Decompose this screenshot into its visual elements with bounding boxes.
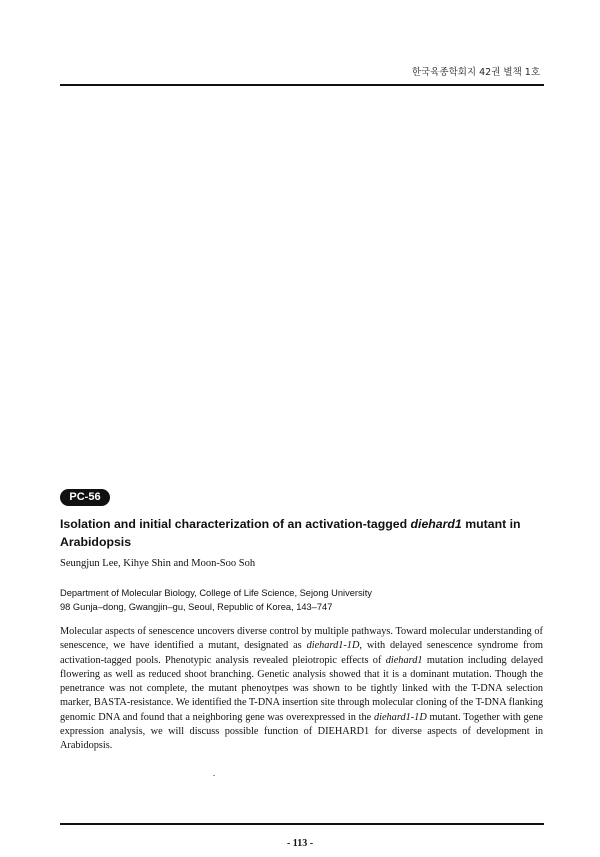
abstract-gene-3: diehard1-1D (373, 711, 427, 723)
footer-rule (60, 823, 544, 825)
abstract-gene-1: diehard1-1D (306, 640, 360, 652)
title-part-2: mutant in Arabidopsis (60, 517, 521, 549)
journal-header: 한국육종학회지 42권 별책 1호 (411, 67, 540, 78)
scan-speck (213, 775, 215, 776)
abstract-text-3: mutation including delayed flowering as well as reduced shoot branching. Genetic analysis showed that it is a dominant mutation. Though the penetrance was not complete, the mutant phenoytpes was shown to be tightly linked with the T-DNA selection marker, BASTA-resistance. We identified the T-DNA insertion site through molecular cloning of the T-DNA flanking genomic DNA and found that a neighboring gene was overexpressed in the (60, 654, 544, 723)
abstract-text-4: mutant. Together with gene expression analysis, we will discuss possible function of DIEHARD1 for diverse aspects of development in Arabidopsis. (60, 711, 543, 752)
abstract-text-1: Molecular aspects of senescence uncovers diverse control by multiple pathways. Toward molecular understanding of senescence, we have identified a mutant, designated as (60, 626, 543, 652)
affiliation-line-2: 98 Gunja–dong, Gwangjin–gu, Seoul, Republic of Korea, 143–747 (60, 601, 333, 612)
page-number: - 113 - (286, 838, 314, 849)
affiliation (60, 587, 550, 614)
abstract-text-2: , with delayed senescence syndrome from activation-tagged pools. Phenotypic analysis revealed pleiotropic effects of (60, 640, 543, 666)
abstract-id-badge: PC-56 (60, 489, 110, 506)
abstract-gene-2: diehard1 (385, 654, 423, 666)
affiliation-line-1: Department of Molecular Biology, College of Life Science, Sejong University (60, 588, 372, 598)
article-title (60, 515, 550, 551)
header-rule (60, 84, 544, 86)
author-list: Seungjun Lee, Kihye Shin and Moon-Soo Soh (60, 558, 256, 569)
title-part-1: Isolation and initial characterization of an activation-tagged (60, 517, 411, 531)
title-gene-name: diehard1 (410, 517, 462, 531)
abstract-paragraph (60, 625, 543, 754)
abstract-body (60, 625, 543, 754)
